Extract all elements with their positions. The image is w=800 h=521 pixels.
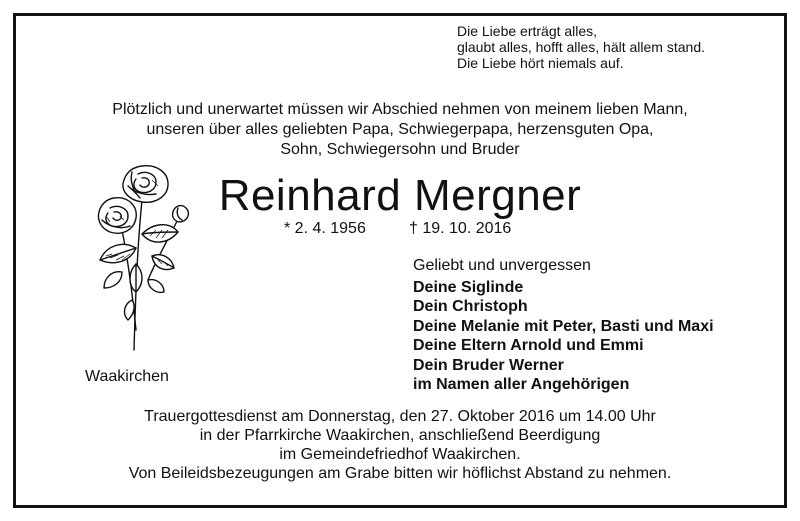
mourner-name: Dein Bruder Werner xyxy=(413,356,564,374)
intro-text xyxy=(50,100,750,160)
mourner-name: im Namen aller Angehörigen xyxy=(413,376,630,394)
place-name: Waakirchen xyxy=(85,368,169,385)
verse-line: Die Liebe hört niemals auf. xyxy=(457,55,624,71)
service-line: in der Pfarrkirche Waakirchen, anschließend Beerdigung xyxy=(199,427,601,444)
mourner-name: Deine Siglinde xyxy=(413,279,524,296)
intro-line: Sohn, Schwiegersohn und Bruder xyxy=(280,141,520,158)
rose-illustration xyxy=(92,160,202,355)
service-info xyxy=(50,407,750,483)
death-date: † 19. 10. 2016 xyxy=(409,220,512,237)
mourner-name: Deine Eltern Arnold und Emmi xyxy=(413,337,644,355)
verse-line: Die Liebe erträgt alles, xyxy=(457,23,598,39)
service-line: Trauergottesdienst am Donnerstag, den 27. Oktober 2016 um 14.00 Uhr xyxy=(144,408,656,425)
mourner-name: Dein Christoph xyxy=(413,298,528,316)
mourners-block xyxy=(413,254,783,394)
verse-line: glaubt alles, hofft alles, hält allem stand. xyxy=(457,39,706,55)
service-line: Von Beileidsbezeugungen am Grabe bitten wir höflichst Abstand zu nehmen. xyxy=(128,465,672,482)
mourner-name: Deine Melanie mit Peter, Basti und Maxi xyxy=(413,317,714,335)
mourners-lead: Geliebt und unvergessen xyxy=(413,257,591,274)
intro-line: unseren über alles geliebten Papa, Schwiegerpapa, herzensguten Opa, xyxy=(146,121,654,138)
birth-date: * 2. 4. 1956 xyxy=(284,220,366,237)
bible-verse xyxy=(457,23,757,71)
service-line: im Gemeindefriedhof Waakirchen. xyxy=(279,446,521,463)
intro-line: Plötzlich und unerwartet müssen wir Abschied nehmen von meinem lieben Mann, xyxy=(112,101,688,118)
deceased-name: Reinhard Mergner xyxy=(218,171,582,220)
